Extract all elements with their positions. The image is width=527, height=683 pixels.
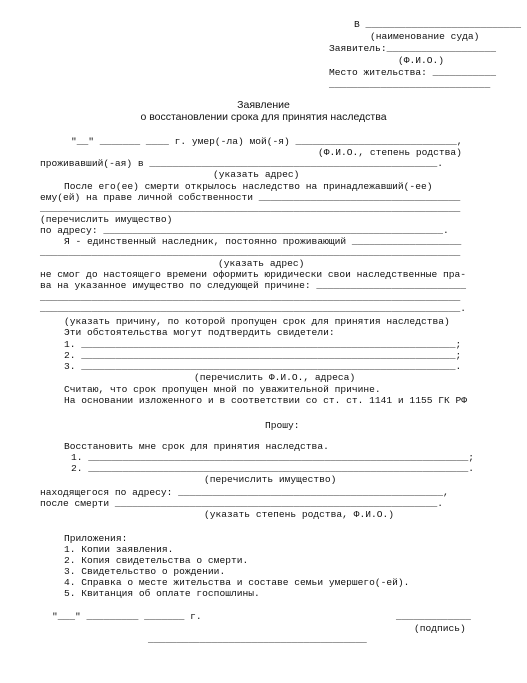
residence-of-deceased: проживавший(-ая) в __________________________________________________. — [40, 158, 444, 169]
located-at-line: находящегося по адресу: ______________________________________________, — [40, 487, 449, 498]
attachment-item: 2. Копия свидетельства о смерти. — [64, 555, 249, 566]
property-item-2: 2. __________________________________________________________________. — [71, 463, 475, 474]
applicant-line: Заявитель:___________________ — [329, 43, 496, 54]
signature-caption: (подпись) — [414, 623, 466, 634]
after-death-line: после смерти ________________________________________________________. — [40, 498, 444, 509]
relation-caption: (указать степень родства, Ф.И.О.) — [204, 509, 394, 520]
legal-basis-line: На основании изложенного и в соответствии со ст. ст. 1141 и 1155 ГК РФ — [64, 395, 468, 406]
property-address-line: по адресу: ___________________________________________________________. — [40, 225, 449, 236]
attachment-item: 3. Свидетельство о рождении. — [64, 566, 226, 577]
witness-1: 1. _________________________________________________________________; — [64, 339, 462, 350]
could-not-register-line: не смог до настоящего времени оформить юридически свои наследственные пра- — [40, 269, 467, 280]
court-caption: (наименование суда) — [370, 31, 480, 42]
attachment-item: 5. Квитанция об оплате госпошлины. — [64, 588, 260, 599]
signature-line: _____________ — [396, 611, 471, 622]
applicant-caption: (Ф.И.О.) — [398, 55, 445, 66]
attachments-heading: Приложения: — [64, 533, 128, 544]
witness-3: 3. _________________________________________________________________. — [64, 361, 462, 372]
date-line: "___" _________ _______ г. — [52, 611, 202, 622]
reason-caption: (указать причину, по которой пропущен срок для принятия наследства) — [64, 316, 450, 327]
blank-line: _________________________________________________________________________ — [40, 203, 461, 214]
property-caption: (перечислить имущество) — [40, 214, 173, 225]
residence-line: Место жительства: ___________ — [329, 67, 496, 78]
document-subtitle: о восстановлении срока для принятия наследства — [140, 111, 387, 123]
address-caption: (указать адрес) — [218, 258, 305, 269]
residence-blank: ____________________________ — [329, 79, 491, 90]
death-date-line: "__" _______ ____ г. умер(-ла) мой(-я) ____________________________, — [71, 136, 463, 147]
reason-line: ва на указанное имущество по следующей причине: __________________________ — [40, 280, 467, 291]
court-line: В ___________________________ — [354, 19, 521, 30]
attachment-item: 1. Копии заявления. — [64, 544, 174, 555]
address-caption: (указать адрес) — [213, 169, 300, 180]
blank-line: _________________________________________________________________________ — [40, 247, 461, 258]
ownership-line: ему(ей) на праве личной собственности ___________________________________ — [40, 192, 461, 203]
property-caption: (перечислить имущество) — [204, 474, 337, 485]
witnesses-caption: (перечислить Ф.И.О., адреса) — [194, 372, 356, 383]
valid-reason-line: Считаю, что срок пропущен мной по уважительной причине. — [64, 384, 381, 395]
request-heading: Прошу: — [265, 420, 300, 431]
inheritance-opened: После его(ее) смерти открылось наследство на принадлежавший(-ее) — [64, 181, 433, 192]
sole-heir-line: Я - единственный наследник, постоянно проживающий ___________________ — [64, 236, 462, 247]
witnesses-line: Эти обстоятельства могут подтвердить свидетели: — [64, 327, 335, 338]
property-item-1: 1. __________________________________________________________________; — [71, 452, 475, 463]
fio-relation-caption: (Ф.И.О., степень родства) — [318, 147, 462, 158]
blank-line: _________________________________________________________________________ — [40, 292, 461, 303]
witness-2: 2. _________________________________________________________________; — [64, 350, 462, 361]
restore-term-line: Восстановить мне срок для принятия наследства. — [64, 441, 329, 452]
blank-line: _________________________________________________________________________. — [40, 303, 467, 314]
attachment-item: 4. Справка о месте жительства и составе семьи умершего(-ей). — [64, 577, 410, 588]
document-title: Заявление — [237, 99, 290, 111]
bottom-line: ______________________________________ — [148, 634, 367, 645]
